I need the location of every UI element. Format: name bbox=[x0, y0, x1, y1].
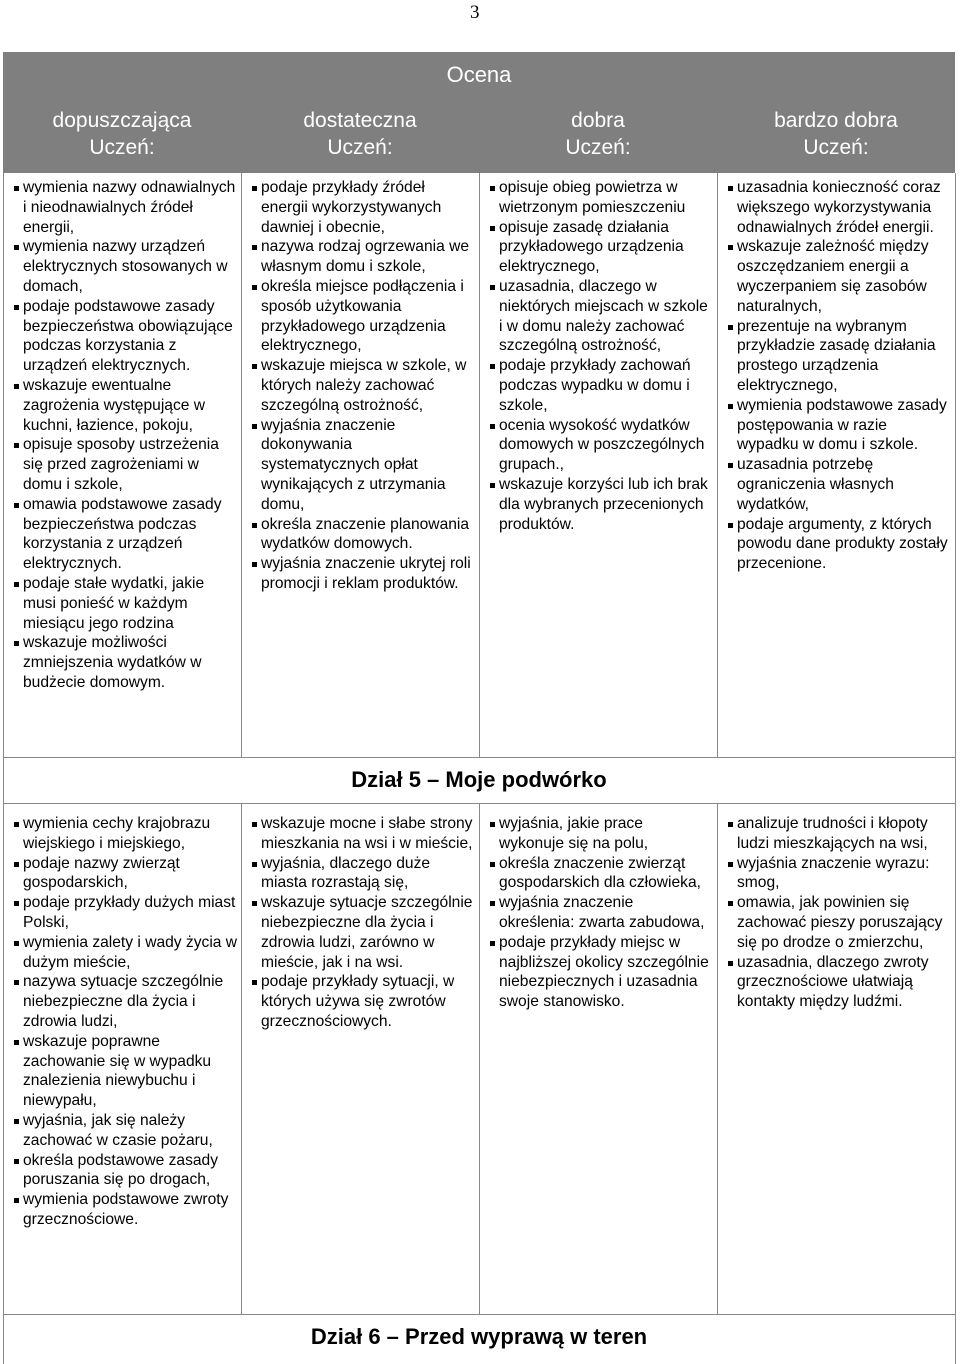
list-item: podaje przykłady dużych miast Polski, bbox=[12, 893, 238, 933]
list-item: wyjaśnia znaczenie dokonywania systematycznych opłat wynikających z utrzymania domu, bbox=[250, 416, 474, 515]
header-col-bardzo-dobra bbox=[717, 107, 955, 161]
list-item: ocenia wysokość wydatków domowych w poszczególnych grupach., bbox=[488, 416, 712, 475]
list-item: nazywa rodzaj ogrzewania we własnym domu i szkole, bbox=[250, 237, 474, 277]
table-border bbox=[955, 173, 956, 1364]
bullet-icon bbox=[252, 862, 257, 867]
bullet-icon bbox=[252, 523, 257, 528]
section1-col-dopuszczajaca bbox=[12, 178, 238, 693]
bullet-icon bbox=[252, 424, 257, 429]
list-item: prezentuje na wybranym przykładzie zasadę działania prostego urządzenia elektrycznego, bbox=[726, 317, 950, 396]
bullet-icon bbox=[728, 245, 733, 250]
list-item: podaje przykłady sytuacji, w których używa się zwrotów grzecznościowych. bbox=[250, 972, 474, 1031]
list-item: wyjaśnia, jak się należy zachować w czasie pożaru, bbox=[12, 1111, 238, 1151]
bullet-icon bbox=[490, 862, 495, 867]
bullet-icon bbox=[728, 404, 733, 409]
list-item: podaje przykłady źródeł energii wykorzystywanych dawniej i obecnie, bbox=[250, 178, 474, 237]
header-col-dopuszczajaca bbox=[3, 107, 241, 161]
list-item: wymienia nazwy urządzeń elektrycznych stosowanych w domach, bbox=[12, 237, 238, 296]
grade-label: dopuszczająca bbox=[52, 109, 192, 132]
list-item: wymienia podstawowe zwroty grzecznościowe. bbox=[12, 1190, 238, 1230]
list-item: omawia, jak powinien się zachować pieszy poruszający się po drodze o zmierzchu, bbox=[726, 893, 950, 952]
bullet-icon bbox=[490, 822, 495, 827]
section2-col-dobra bbox=[488, 814, 712, 1012]
bullet-icon bbox=[14, 582, 19, 587]
bullet-icon bbox=[728, 901, 733, 906]
bullet-icon bbox=[728, 325, 733, 330]
list-item: uzasadnia, dlaczego zwroty grzecznościowe ułatwiają kontakty między ludźmi. bbox=[726, 953, 950, 1012]
bullet-icon bbox=[490, 901, 495, 906]
section-title-dzial-6: Dział 6 – Przed wyprawą w teren bbox=[310, 1324, 648, 1349]
header-col-dostateczna bbox=[241, 107, 479, 161]
list-item: omawia podstawowe zasady bezpieczeństwa podczas korzystania z urządzeń elektrycznych. bbox=[12, 495, 238, 574]
bullet-icon bbox=[728, 822, 733, 827]
bullet-icon bbox=[728, 523, 733, 528]
section1-col-dostateczna bbox=[250, 178, 474, 594]
list-item: podaje nazwy zwierząt gospodarskich, bbox=[12, 854, 238, 894]
list-item: wskazuje miejsca w szkole, w których należy zachować szczególną ostrożność, bbox=[250, 356, 474, 415]
bullet-icon bbox=[14, 980, 19, 985]
list-item: wymienia nazwy odnawialnych i nieodnawialnych źródeł energii, bbox=[12, 178, 238, 237]
header-col-dobra bbox=[479, 107, 717, 161]
bullet-icon bbox=[490, 364, 495, 369]
section-title-dzial-5: Dział 5 – Moje podwórko bbox=[351, 767, 607, 792]
bullet-icon bbox=[14, 822, 19, 827]
bullet-icon bbox=[14, 443, 19, 448]
list-item: wymienia podstawowe zasady postępowania w razie wypadku w domu i szkole. bbox=[726, 396, 950, 455]
list-item: nazywa sytuacje szczególnie niebezpieczne dla życia i zdrowia ludzi, bbox=[12, 972, 238, 1031]
list-item: wyjaśnia, dlaczego duże miasta rozrastają się, bbox=[250, 854, 474, 894]
list-item: określa miejsce podłączenia i sposób użytkowania przykładowego urządzenia elektrycznego, bbox=[250, 277, 474, 356]
list-item: wskazuje sytuacje szczególnie niebezpieczne dla życia i zdrowia ludzi, zarówno w mieście, jak i na wsi. bbox=[250, 893, 474, 972]
bullet-icon bbox=[252, 822, 257, 827]
list-item: uzasadnia, dlaczego w niektórych miejscach w szkole i w domu należy zachować szczególną ostrożność, bbox=[488, 277, 712, 356]
bullet-icon bbox=[14, 862, 19, 867]
list-item: określa znaczenie planowania wydatków domowych. bbox=[250, 515, 474, 555]
bullet-icon bbox=[252, 285, 257, 290]
row-divider bbox=[3, 757, 955, 758]
column-divider bbox=[717, 173, 718, 757]
list-item: podaje podstawowe zasady bezpieczeństwa obowiązujące podczas korzystania z urządzeń elektrycznych. bbox=[12, 297, 238, 376]
column-divider bbox=[479, 803, 480, 1314]
bullet-icon bbox=[14, 1159, 19, 1164]
column-divider bbox=[717, 803, 718, 1314]
list-item: podaje stałe wydatki, jakie musi ponieść w każdym miesiącu jego rodzina bbox=[12, 574, 238, 633]
bullet-icon bbox=[14, 186, 19, 191]
section1-col-bardzo-dobra bbox=[726, 178, 950, 574]
section1-col-dobra bbox=[488, 178, 712, 534]
bullet-icon bbox=[490, 941, 495, 946]
page-number: 3 bbox=[470, 2, 480, 23]
grade-label: bardzo dobra bbox=[774, 109, 898, 132]
grade-label: dobra bbox=[571, 109, 625, 132]
list-item: podaje przykłady miejsc w najbliższej okolicy szczególnie niebezpiecznych i uzasadnia swoje stanowisko. bbox=[488, 933, 712, 1012]
bullet-icon bbox=[14, 384, 19, 389]
list-item: opisuje sposoby ustrzeżenia się przed zagrożeniami w domu i szkole, bbox=[12, 435, 238, 494]
list-item: wskazuje mocne i słabe strony mieszkania na wsi i w mieście, bbox=[250, 814, 474, 854]
bullet-icon bbox=[14, 245, 19, 250]
list-item: wskazuje ewentualne zagrożenia występujące w kuchni, łazience, pokoju, bbox=[12, 376, 238, 435]
column-divider bbox=[241, 803, 242, 1314]
bullet-icon bbox=[252, 980, 257, 985]
bullet-icon bbox=[490, 186, 495, 191]
row-divider bbox=[3, 1314, 955, 1315]
section2-col-bardzo-dobra bbox=[726, 814, 950, 1012]
list-item: określa podstawowe zasady poruszania się po drogach, bbox=[12, 1151, 238, 1191]
bullet-icon bbox=[490, 226, 495, 231]
bullet-icon bbox=[14, 941, 19, 946]
grade-label: dostateczna bbox=[303, 109, 417, 132]
bullet-icon bbox=[252, 364, 257, 369]
grade-sub: Uczeń: bbox=[327, 136, 393, 159]
list-item: analizuje trudności i kłopoty ludzi mieszkających na wsi, bbox=[726, 814, 950, 854]
section2-col-dopuszczajaca bbox=[12, 814, 238, 1230]
list-item: uzasadnia potrzebę ograniczenia własnych wydatków, bbox=[726, 455, 950, 514]
bullet-icon bbox=[14, 503, 19, 508]
bullet-icon bbox=[490, 424, 495, 429]
list-item: uzasadnia konieczność coraz większego wykorzystywania odnawialnych źródeł energii. bbox=[726, 178, 950, 237]
list-item: wyjaśnia, jakie prace wykonuje się na polu, bbox=[488, 814, 712, 854]
list-item: wymienia cechy krajobrazu wiejskiego i miejskiego, bbox=[12, 814, 238, 854]
list-item: określa znaczenie zwierząt gospodarskich dla człowieka, bbox=[488, 854, 712, 894]
grade-sub: Uczeń: bbox=[89, 136, 155, 159]
section2-col-dostateczna bbox=[250, 814, 474, 1032]
bullet-icon bbox=[728, 961, 733, 966]
list-item: wyjaśnia znaczenie określenia: zwarta zabudowa, bbox=[488, 893, 712, 933]
bullet-icon bbox=[490, 483, 495, 488]
column-divider bbox=[241, 173, 242, 757]
list-item: podaje argumenty, z których powodu dane produkty zostały przecenione. bbox=[726, 515, 950, 574]
list-item: opisuje zasadę działania przykładowego urządzenia elektrycznego, bbox=[488, 218, 712, 277]
list-item: wskazuje korzyści lub ich brak dla wybranych przecenionych produktów. bbox=[488, 475, 712, 534]
grade-sub: Uczeń: bbox=[565, 136, 631, 159]
bullet-icon bbox=[14, 1198, 19, 1203]
bullet-icon bbox=[14, 305, 19, 310]
column-divider bbox=[479, 173, 480, 757]
bullet-icon bbox=[14, 1040, 19, 1045]
grade-header-bar bbox=[3, 52, 955, 97]
list-item: wyjaśnia znaczenie wyrazu: smog, bbox=[726, 854, 950, 894]
list-item: wskazuje zależność między oszczędzaniem energii a wyczerpaniem się zasobów naturalnych, bbox=[726, 237, 950, 316]
grade-columns-header bbox=[3, 97, 955, 173]
list-item: wyjaśnia znaczenie ukrytej roli promocji i reklam produktów. bbox=[250, 554, 474, 594]
bullet-icon bbox=[14, 1119, 19, 1124]
bullet-icon bbox=[252, 186, 257, 191]
bullet-icon bbox=[728, 186, 733, 191]
bullet-icon bbox=[14, 641, 19, 646]
list-item: wskazuje poprawne zachowanie się w wypadku znalezienia niewybuchu i niewypału, bbox=[12, 1032, 238, 1111]
list-item: wymienia zalety i wady życia w dużym mieście, bbox=[12, 933, 238, 973]
list-item: opisuje obieg powietrza w wietrzonym pomieszczeniu bbox=[488, 178, 712, 218]
bullet-icon bbox=[14, 901, 19, 906]
list-item: podaje przykłady zachowań podczas wypadku w domu i szkole, bbox=[488, 356, 712, 415]
bullet-icon bbox=[490, 285, 495, 290]
grade-sub: Uczeń: bbox=[803, 136, 869, 159]
bullet-icon bbox=[252, 901, 257, 906]
bullet-icon bbox=[728, 463, 733, 468]
list-item: wskazuje możliwości zmniejszenia wydatków w budżecie domowym. bbox=[12, 633, 238, 692]
grade-header-title: Ocena bbox=[446, 62, 512, 87]
bullet-icon bbox=[728, 862, 733, 867]
bullet-icon bbox=[252, 562, 257, 567]
bullet-icon bbox=[252, 245, 257, 250]
